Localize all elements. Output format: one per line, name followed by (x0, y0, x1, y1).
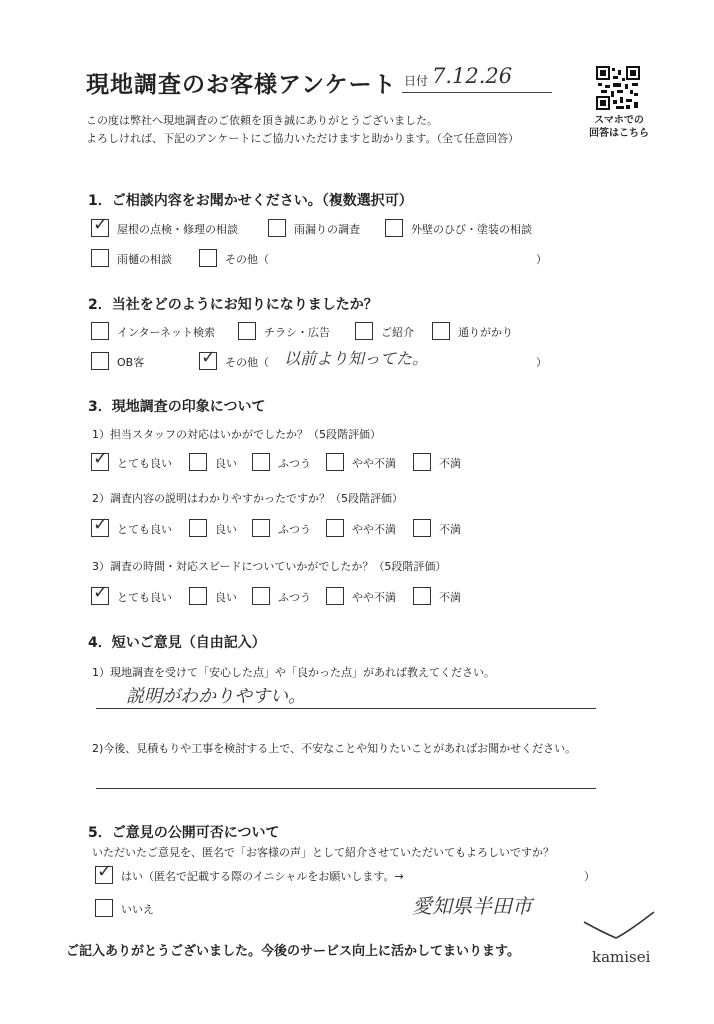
s3q1-option-very-good: とても良い (117, 457, 172, 470)
s3q2-option-somewhat-bad: やや不満 (352, 523, 396, 536)
s1-checkbox-other[interactable] (199, 249, 217, 267)
s3q2-checkbox-good[interactable] (189, 519, 207, 537)
s1-close-paren: ） (536, 253, 547, 266)
survey-title: 現地調査のお客様アンケート (86, 72, 397, 98)
s3q3-checkbox-normal[interactable] (252, 587, 270, 605)
s3q3-option-bad: 不満 (439, 591, 461, 604)
s3q3-option-very-good: とても良い (117, 591, 172, 604)
check-mark-icon: ✓ (93, 448, 109, 469)
s3q2-checkbox-bad[interactable] (413, 519, 431, 537)
date-label: 日付 (404, 74, 429, 88)
section-4-title: 4．短いご意見（自由記入） (88, 635, 266, 651)
brand-logo: kamisei (592, 948, 651, 966)
s5-checkbox-yes[interactable] (95, 861, 113, 884)
s1-checkbox-wall[interactable] (385, 219, 403, 237)
s3q3-option-somewhat-bad: やや不満 (352, 591, 396, 604)
s4-answer-1-line[interactable] (96, 708, 596, 709)
s3q3-option-normal: ふつう (278, 591, 311, 604)
s3q1-checkbox-somewhat-bad[interactable] (326, 453, 344, 471)
s3q2-checkbox-somewhat-bad[interactable] (326, 519, 344, 537)
s1-option-leak: 雨漏りの調査 (294, 223, 360, 236)
section-3-title: 3．現地調査の印象について (88, 399, 266, 415)
s4-question-2: 2)今後、見積もりや工事を検討する上で、不安なことや知りたいことがあればお聞かせください。 (92, 742, 577, 755)
s3q2-option-good: 良い (215, 523, 237, 536)
section-1-title: 1．ご相談内容をお聞かせください。（複数選択可） (88, 193, 413, 209)
s4-question-1: 1）現地調査を受けて「安心した点」や「良かった点」があれば教えてください。 (92, 666, 495, 679)
s3-question-2: 2）調査内容の説明はわかりやすかったですか？（5段階評価） (92, 492, 403, 505)
qr-caption: スマホでの 回答はこちら (589, 115, 649, 139)
s2-checkbox-referral[interactable] (355, 322, 373, 340)
s2-option-other: その他（ (225, 356, 269, 369)
s2-checkbox-internet[interactable] (91, 322, 109, 340)
s3q1-option-good: 良い (215, 457, 237, 470)
s2-checkbox-ob[interactable] (91, 352, 109, 370)
s2-checkbox-passing[interactable] (432, 322, 450, 340)
date-underline (402, 92, 552, 93)
s3q3-option-good: 良い (215, 591, 237, 604)
s3-question-1: 1）担当スタッフの対応はいかがでしたか？（5段階評価） (92, 428, 381, 441)
s1-option-other: その他（ (225, 253, 269, 266)
s5-checkbox-no[interactable] (95, 899, 113, 917)
section-2-title: 2．当社をどのようにお知りになりましたか？ (88, 297, 378, 313)
s3q1-checkbox-bad[interactable] (413, 453, 431, 471)
s3q2-checkbox-normal[interactable] (252, 519, 270, 537)
footer-message: ご記入ありがとうございました。今後のサービス向上に活かしてまいります。 (66, 944, 520, 959)
s1-option-roof: 屋根の点検・修理の相談 (117, 223, 238, 236)
s3q1-checkbox-good[interactable] (189, 453, 207, 471)
s3q3-checkbox-good[interactable] (189, 587, 207, 605)
check-mark-icon: ✓ (93, 582, 109, 603)
s3-question-3: 3）調査の時間・対応スピードについていかがでしたか？（5段階評価） (92, 560, 447, 573)
s2-option-referral: ご紹介 (381, 326, 414, 339)
s1-checkbox-roof[interactable] (91, 214, 109, 237)
s3q3-checkbox-very-good[interactable] (91, 582, 109, 605)
s3q1-checkbox-normal[interactable] (252, 453, 270, 471)
s1-option-gutter: 雨樋の相談 (117, 253, 172, 266)
s3q1-option-normal: ふつう (278, 457, 311, 470)
s5-close-paren: ） (584, 870, 595, 883)
s3q3-checkbox-bad[interactable] (413, 587, 431, 605)
qr-code-icon[interactable] (596, 66, 640, 110)
s2-checkbox-flyer[interactable] (238, 322, 256, 340)
s3q1-checkbox-very-good[interactable] (91, 448, 109, 471)
s3q1-option-bad: 不満 (439, 457, 461, 470)
check-mark-icon: ✓ (201, 347, 217, 368)
s2-checkbox-other[interactable] (199, 347, 217, 370)
brand-swoosh-icon (582, 908, 658, 942)
s3q2-option-very-good: とても良い (117, 523, 172, 536)
s5-handwritten-location: 愛知県半田市 (412, 894, 532, 918)
s3q2-option-normal: ふつう (278, 523, 311, 536)
intro-line-2: よろしければ、下記のアンケートにご協力いただけますと助かります。（全て任意回答） (86, 132, 519, 145)
check-mark-icon: ✓ (93, 214, 109, 235)
s2-option-ob: OB客 (117, 356, 145, 369)
intro-line-1: この度は弊社へ現地調査のご依頼を頂き誠にありがとうございました。 (86, 114, 438, 127)
s1-option-wall: 外壁のひび・塗装の相談 (411, 223, 532, 236)
s1-checkbox-gutter[interactable] (91, 249, 109, 267)
s3q3-checkbox-somewhat-bad[interactable] (326, 587, 344, 605)
s3q2-option-bad: 不満 (439, 523, 461, 536)
s2-close-paren: ） (536, 356, 547, 369)
s5-question: いただいたご意見を、匿名で「お客様の声」として紹介させていただいてもよろしいですか？ (92, 846, 554, 859)
check-mark-icon: ✓ (97, 861, 113, 882)
s2-option-flyer: チラシ・広告 (264, 326, 330, 339)
s2-option-passing: 通りがかり (458, 326, 513, 339)
s3q2-checkbox-very-good[interactable] (91, 514, 109, 537)
date-value: 7.12.26 (432, 64, 513, 88)
s2-other-handwritten: 以前より知ってた。 (284, 349, 429, 368)
check-mark-icon: ✓ (93, 514, 109, 535)
s4-answer-2-line[interactable] (96, 788, 596, 789)
s5-option-no: いいえ (121, 903, 154, 916)
s3q1-option-somewhat-bad: やや不満 (352, 457, 396, 470)
section-5-title: 5．ご意見の公開可否について (88, 825, 280, 841)
s5-option-yes: はい（匿名で記載する際のイニシャルをお願いします。→ (121, 870, 404, 883)
s2-option-internet: インターネット検索 (117, 326, 216, 339)
s4-answer-1-handwritten: 説明がわかりやすい。 (126, 686, 306, 707)
s1-checkbox-leak[interactable] (268, 219, 286, 237)
